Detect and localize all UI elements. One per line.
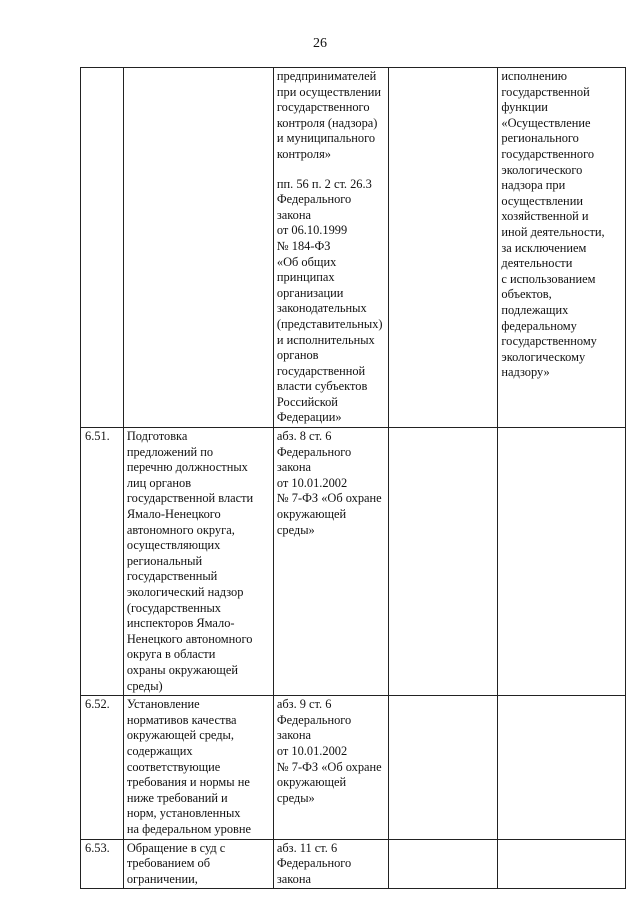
table-row <box>81 696 626 839</box>
row-number-cell: 6.52. <box>81 696 124 839</box>
legal-basis-cell: абз. 8 ст. 6 Федерального закона от 10.01.2002 № 7-ФЗ «Об охране окружающей среды» <box>273 428 388 696</box>
empty-cell <box>389 68 498 428</box>
table-row <box>81 839 626 889</box>
row-number-cell <box>81 68 124 428</box>
function-cell <box>498 428 626 696</box>
table-row <box>81 428 626 696</box>
legal-basis-cell <box>273 68 388 428</box>
function-cell <box>498 839 626 889</box>
function-cell <box>498 696 626 839</box>
power-name-cell <box>123 68 273 428</box>
function-cell: исполнению государственной функции «Осуществление регионального государственного экологического надзора при осуществлении хозяйственной и иной деятельности, за исключением деятельности с использованием объектов, подлежащих федеральному государственному экологическому надзору» <box>498 68 626 428</box>
empty-cell <box>389 696 498 839</box>
legal-basis-cell: абз. 9 ст. 6 Федерального закона от 10.01.2002 № 7-ФЗ «Об охране окружающей среды» <box>273 696 388 839</box>
legal-basis-text: предпринимателей при осуществлении государственного контроля (надзора) и муниципального контроля» <box>276 69 381 161</box>
powers-table <box>80 67 626 889</box>
legal-basis-cell: абз. 11 ст. 6 Федерального закона <box>273 839 388 889</box>
empty-cell <box>389 839 498 889</box>
legal-basis-text: пп. 56 п. 2 ст. 26.3 Федерального закона от 06.10.1999 № 184-ФЗ «Об общих принципах организации законодательных (представительных) и исполнительных органов государственной власти субъектов Российской Федерации» <box>276 176 383 425</box>
page-number: 26 <box>313 36 327 51</box>
row-number-cell: 6.51. <box>81 428 124 696</box>
table-row <box>81 68 626 428</box>
power-name-cell: Обращение в суд с требованием об ограничении, <box>123 839 273 889</box>
empty-cell <box>389 428 498 696</box>
row-number-cell: 6.53. <box>81 839 124 889</box>
power-name-cell: Подготовка предложений по перечню должностных лиц органов государственной власти Ямало-Ненецкого автономного округа, осуществляющих региональный государственный экологический надзор (государственных инспекторов Ямало- Ненецкого автономного округа в области охраны окружающей среды) <box>123 428 273 696</box>
power-name-cell: Установление нормативов качества окружающей среды, содержащих соответствующие требования и нормы не ниже требований и норм, установленных на федеральном уровне <box>123 696 273 839</box>
